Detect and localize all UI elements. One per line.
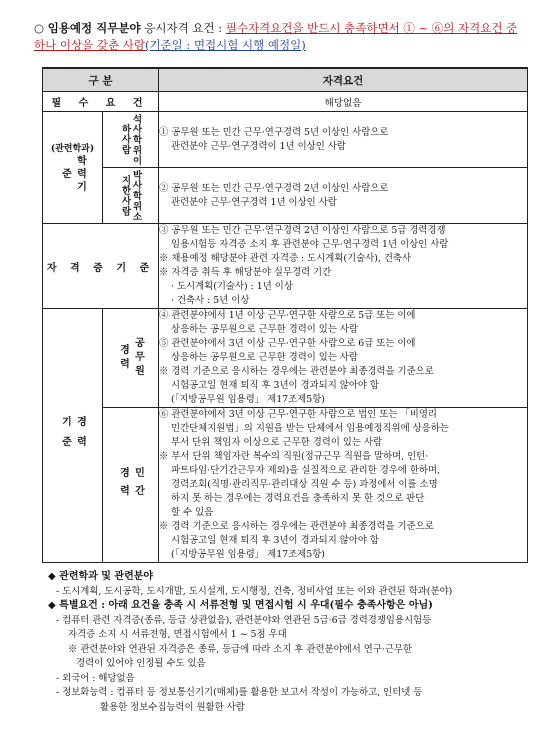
public-line: 시험공고일 현재 퇴직 후 3년이 경과되지 않아야 함 (171, 380, 379, 391)
private-label-cell (103, 408, 159, 563)
private-line: 부서 단위 책임자 이상으로 근무한 경력이 있는 사람 (171, 437, 383, 448)
dept-line: - 도시계획, 도시공학, 도시개발, 도시설계, 도시행정, 건축, 정비사업 또는 이와 관련된 학과(분야) (56, 585, 453, 597)
public-line: (「지방공무원 임용령」 제17조제5항) (171, 394, 325, 405)
career-label: 경력기준 (59, 415, 86, 456)
private-career-row (43, 408, 528, 563)
license-content (159, 224, 528, 309)
special-line: ※ 관련분야와 연관된 자격증은 종류, 등급에 따라 소지 후 관련분야에서 연구·근무한 (68, 643, 412, 655)
license-line: ※ 채용예정 해당분야 관련 자격증 : 도시계획(기술사), 건축사 (159, 253, 412, 264)
private-line: 민간단체지원법」의 지원을 받는 단체에서 임용예정직위에 상응하는 (171, 423, 449, 434)
license-line: · 건축사 : 5년 이상 (171, 295, 250, 306)
mandatory-row (43, 92, 528, 112)
intro-field-title: 임용예정 직무분야 (47, 21, 141, 35)
phd-label: 박사학위소지한사람 (119, 169, 142, 222)
dept-title: ◆ 관련학과 및 관련분야 (48, 571, 154, 582)
masters-label-cell (103, 112, 159, 168)
phd-content (159, 168, 528, 224)
license-row (43, 224, 528, 309)
public-label: 공무원경력 (117, 337, 144, 379)
masters-row (43, 112, 528, 168)
private-line: ※ 부서 단위 책임자란 복수의 직원(정규근무 직원을 말하며, 인턴· (159, 451, 429, 462)
degree-label-main: 학력기준 (59, 154, 86, 194)
special-line: - 정보화능력 : 컴퓨터 등 정보통신기기(매체)를 활용한 보고서 작성이 가능하고, 인터넷 등 (56, 687, 423, 698)
intro-reference-date: (기준일 : 면접시험 시행 예정일) (144, 38, 306, 52)
private-line: (「지방공무원 임용령」 제17조제5항) (171, 549, 325, 560)
special-title: ◆ 특별요건 : 아래 요건을 충족 시 서류전형 및 면접시험 시 우대(필수 충족사항은 아님) (48, 600, 433, 611)
license-line: ③ 공무원 또는 민간 근무·연구경력 2년 이상인 사람으로 5급 경력경쟁 (159, 225, 446, 236)
masters-content (159, 112, 528, 168)
masters-line: 관련분야 근무·연구경력이 1년 이상인 사람 (171, 140, 346, 152)
private-line: 경력조회(직명·관리직무·관리대상 직원 수 등) 과정에서 이를 소명 (171, 479, 438, 490)
private-line: 시험공고일 현재 퇴직 후 3년이 경과되지 않아야 함 (171, 535, 379, 546)
license-label: 자 격 증 기 준 (43, 224, 159, 309)
public-career-row (43, 309, 528, 408)
private-line: ⑥ 관련분야에서 3년 이상 근무·연구한 사람으로 법인 또는 「비영리 (159, 409, 437, 420)
intro-required-condition: 필수자격요건을 반드시 충족하면서 ① ~ ⑥의 자격요건 중 하나 이상을 갖춘 사람 (34, 21, 518, 52)
private-line: 하지 못 하는 경우에는 경력요건을 충족하지 못 한 것으로 판단 (171, 493, 425, 504)
header-category: 구 분 (43, 68, 159, 92)
license-line: 임용시험등 자격증 소지 후 관련분야 근무·연구경력 1년 이상인 사람 (171, 239, 449, 250)
public-career-content (159, 309, 528, 408)
intro-label: 응시자격 요건 : (140, 21, 226, 35)
phd-line: 관련분야 근무·연구경력 1년 이상인 사람 (171, 196, 337, 208)
mandatory-value: 해당없음 (159, 92, 528, 112)
mandatory-label: 필 수 요 건 (43, 92, 159, 112)
career-label-cell (43, 309, 103, 563)
degree-label-sub: (관련학과) (50, 144, 95, 154)
phd-row (43, 168, 528, 224)
phd-label-cell (103, 168, 159, 224)
private-line: ※ 경력 기준으로 응시하는 경우에는 관련분야 최종경력을 기준으로 (159, 521, 434, 532)
header-requirement: 자격요건 (159, 68, 528, 92)
special-line: 자격증 소지 시 서류전형, 면접시험에서 1 ~ 5점 우대 (68, 629, 287, 640)
license-line: ※ 자격증 취득 후 해당분야 실무경력 기간 (159, 267, 332, 278)
private-line: 할 수 있음 (171, 507, 214, 518)
special-line: - 컴퓨터 관련 자격증(종류, 등급 상관없음), 관련분야와 연관된 5급·6급 경력경쟁임용시험등 (56, 614, 432, 626)
phd-line: ② 공무원 또는 민간 근무·연구경력 2년 이상인 사람으로 (159, 182, 389, 194)
masters-line: ① 공무원 또는 민간 근무·연구경력 5년 이상인 사람으로 (159, 126, 389, 138)
public-line: ④ 관련분야에서 1년 이상 근무·연구한 사람으로 5급 또는 이에 (159, 310, 416, 321)
special-line: - 외국어 : 해당없음 (56, 672, 135, 684)
public-line: ※ 경력 기준으로 응시하는 경우에는 관련분야 최종경력을 기준으로 (159, 366, 434, 377)
table-header-row (43, 68, 528, 92)
public-line: ⑤ 관련분야에서 3년 이상 근무·연구한 사람으로 6급 또는 이에 (159, 338, 416, 349)
public-line: 상응하는 공무원으로 근무한 경력이 있는 사람 (171, 352, 358, 363)
license-line: · 도시계획(기술사) : 1년 이상 (171, 281, 293, 292)
intro-paragraph (34, 20, 526, 54)
special-line: 활용한 정보수집능력이 원활한 사람 (100, 701, 245, 713)
private-label: 민간경력 (117, 467, 144, 503)
notes-section (48, 570, 528, 715)
bullet-circle: ○ (34, 21, 45, 35)
public-label-cell (103, 309, 159, 408)
public-line: 상응하는 공무원으로 근무한 경력이 있는 사람 (171, 324, 358, 335)
requirements-table (42, 67, 528, 563)
private-career-content (159, 408, 528, 563)
masters-label: 석사학위이하사람 (119, 113, 142, 166)
private-line: 파트타임·단기간근무자 제외)을 실질적으로 관리한 경우에 한하며, (171, 465, 441, 476)
special-line: 경력이 있어야 인정될 수도 있음 (76, 658, 206, 669)
degree-label-cell (43, 112, 103, 224)
